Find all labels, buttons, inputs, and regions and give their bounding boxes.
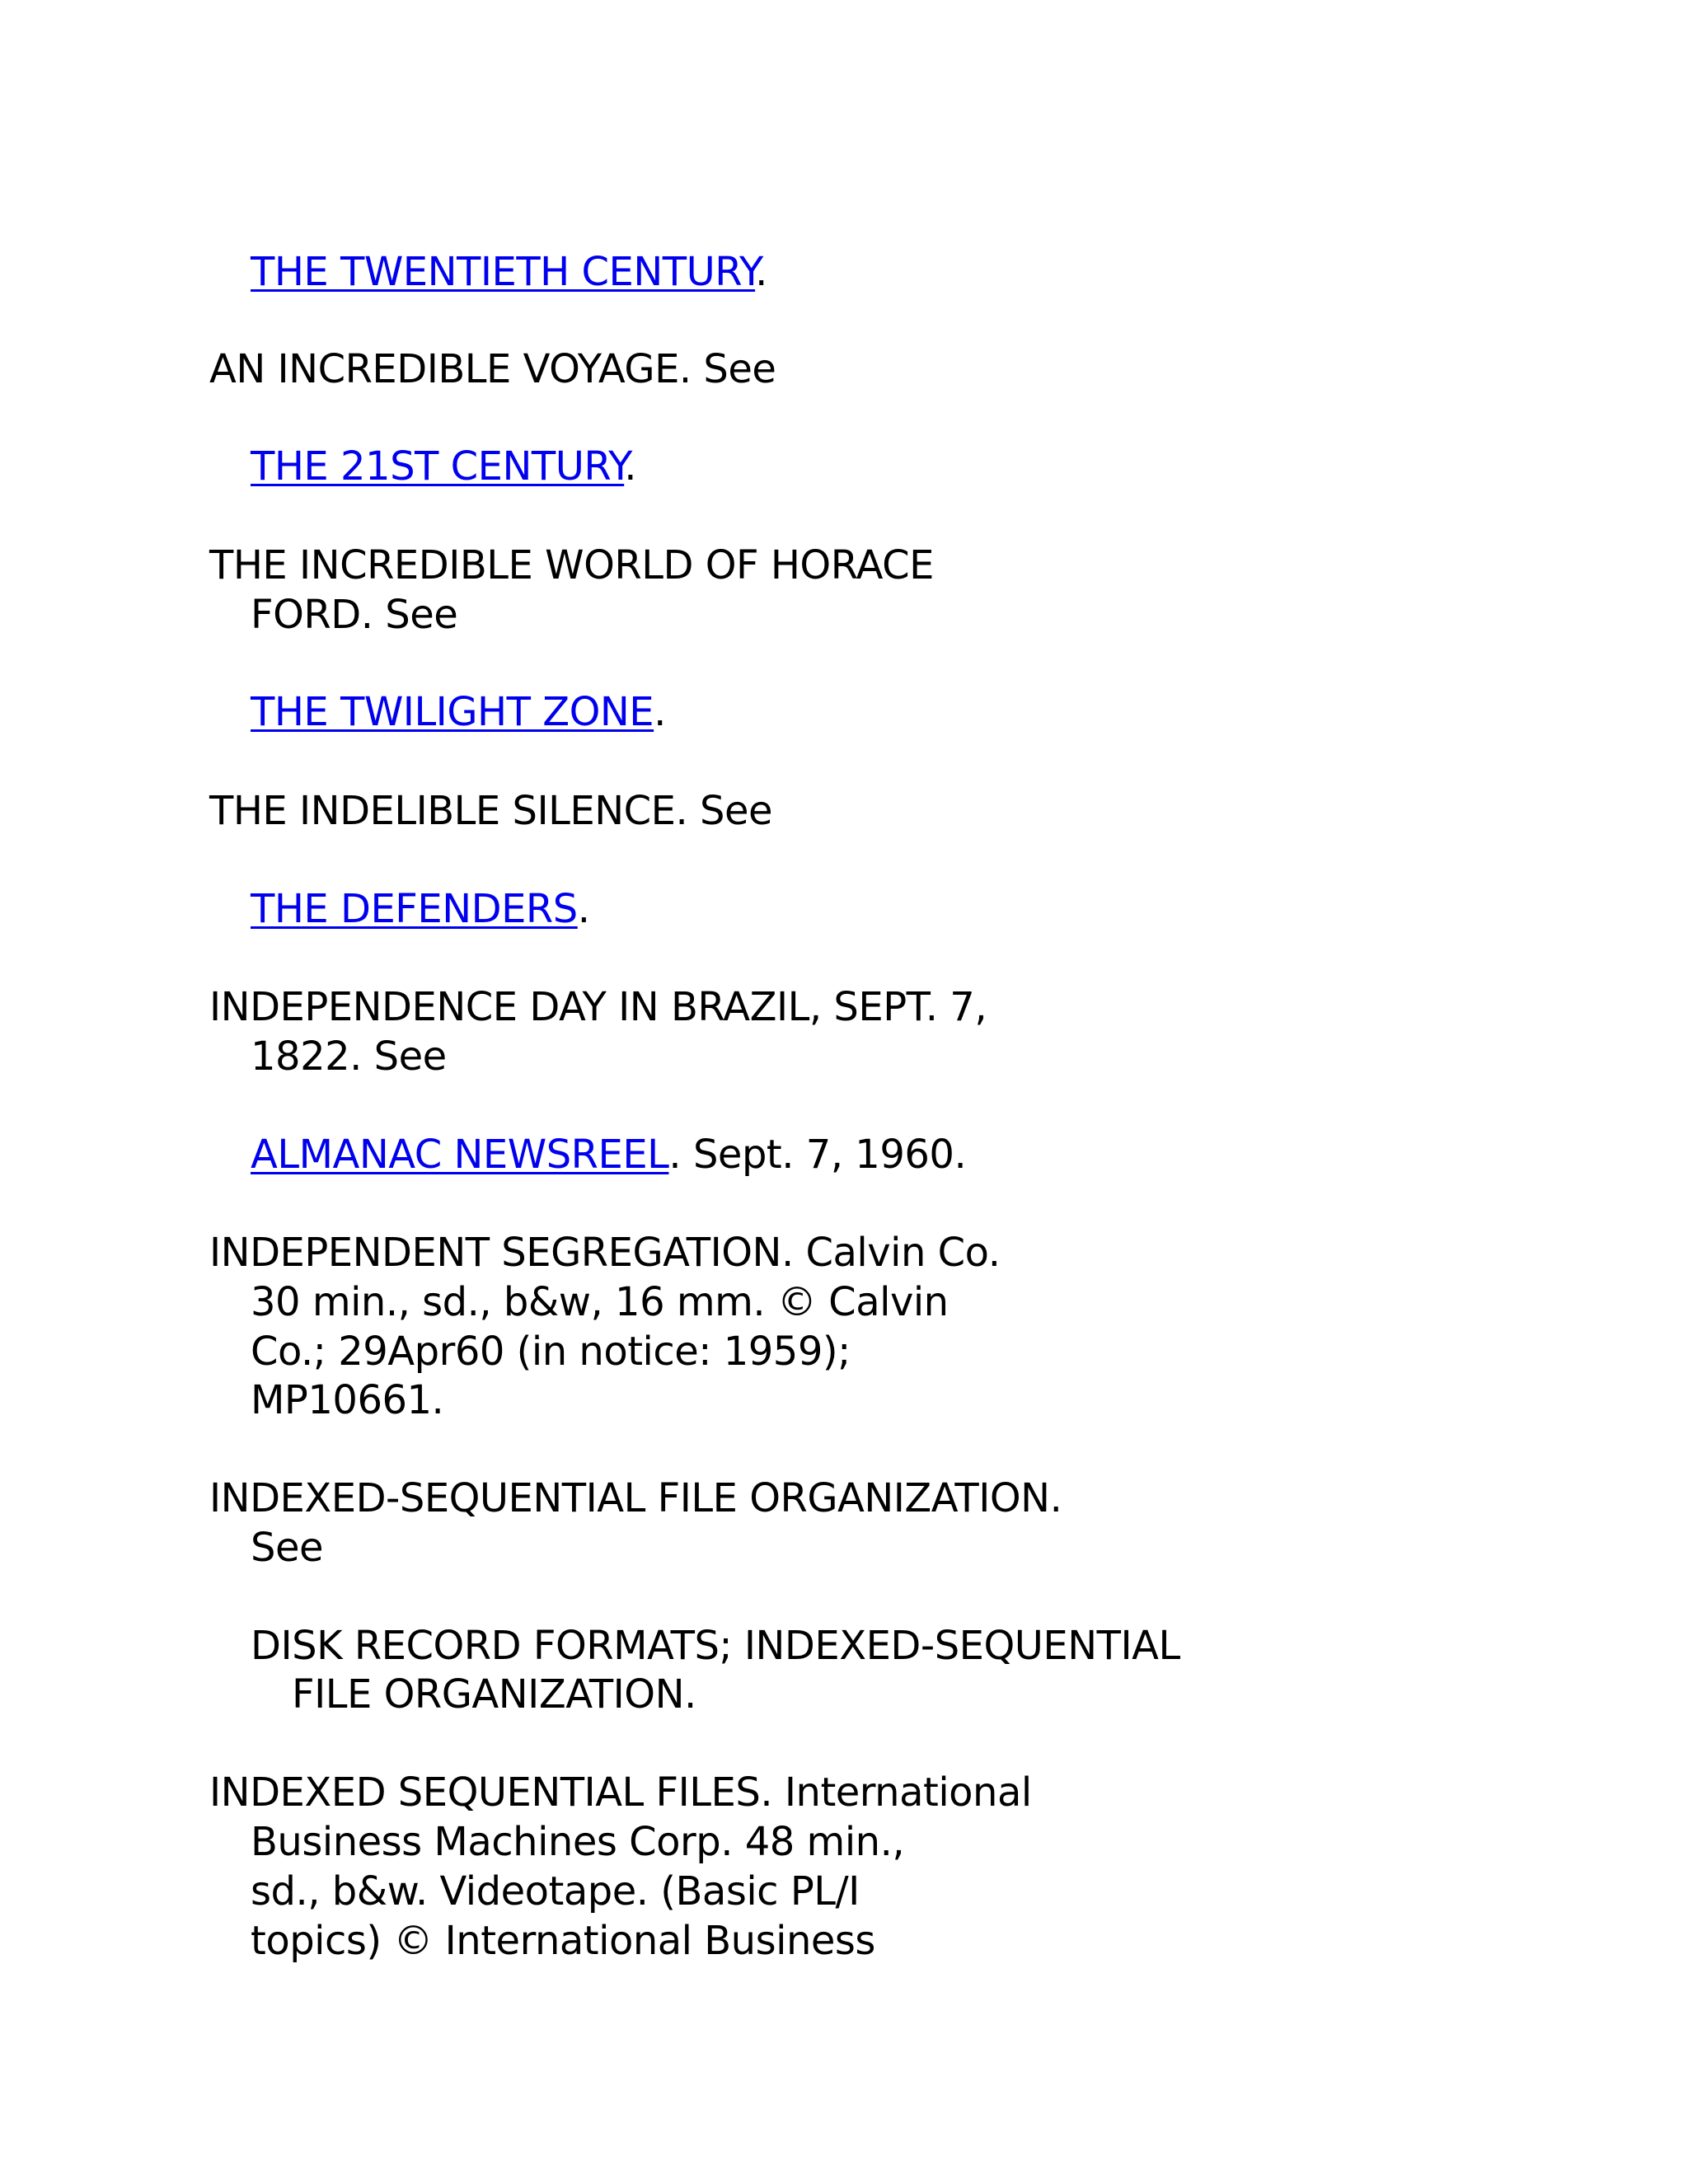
entry-cross-reference-continuation: FILE ORGANIZATION. [292,1671,696,1718]
entry-cross-reference [251,687,666,737]
entry-heading-continuation: See [251,1525,324,1571]
entry-heading: INDEXED-SEQUENTIAL FILE ORGANIZATION. [209,1475,1062,1521]
entry-cross-reference: DISK RECORD FORMATS; INDEXED-SEQUENTIAL [251,1623,1180,1669]
entry-cross-reference [251,1130,966,1179]
cross-reference-suffix: . [755,249,767,295]
entry-heading: AN INCREDIBLE VOYAGE. See [209,346,776,392]
cross-reference-suffix: . [654,689,666,735]
entry-heading: INDEPENDENT SEGREGATION. Calvin Co. [209,1230,1001,1276]
entry-detail-line: 30 min., sd., b&w, 16 mm. © Calvin [251,1279,949,1325]
entry-heading: INDEXED SEQUENTIAL FILES. International [209,1769,1032,1816]
cross-reference-suffix: . Sept. 7, 1960. [668,1132,967,1178]
entry-heading: THE INCREDIBLE WORLD OF HORACE [209,542,934,588]
cross-reference-link[interactable]: ALMANAC NEWSREEL [251,1132,669,1178]
cross-reference-suffix: . [624,443,636,490]
entry-cross-reference [251,442,636,491]
entry-detail-line: Business Machines Corp. 48 min., [251,1819,905,1865]
entry-detail-line: topics) © International Business [251,1918,875,1964]
entry-cross-reference [251,247,767,297]
cross-reference-suffix: . [577,886,590,932]
entry-heading-continuation: FORD. See [251,592,458,638]
cross-reference-link[interactable]: THE DEFENDERS [251,886,578,932]
entry-detail-line: MP10661. [251,1377,444,1423]
entry-heading-continuation: 1822. See [251,1033,447,1080]
cross-reference-link[interactable]: THE TWENTIETH CENTURY [251,249,756,295]
entry-heading: INDEPENDENCE DAY IN BRAZIL, SEPT. 7, [209,984,987,1030]
cross-reference-link[interactable]: THE 21ST CENTURY [251,443,625,490]
entry-detail-line: sd., b&w. Videotape. (Basic PL/I [251,1868,860,1915]
entry-heading: THE INDELIBLE SILENCE. See [209,788,772,834]
entry-detail-line: Co.; 29Apr60 (in notice: 1959); [251,1329,851,1375]
entry-cross-reference [251,884,590,934]
cross-reference-link[interactable]: THE TWILIGHT ZONE [251,689,654,735]
